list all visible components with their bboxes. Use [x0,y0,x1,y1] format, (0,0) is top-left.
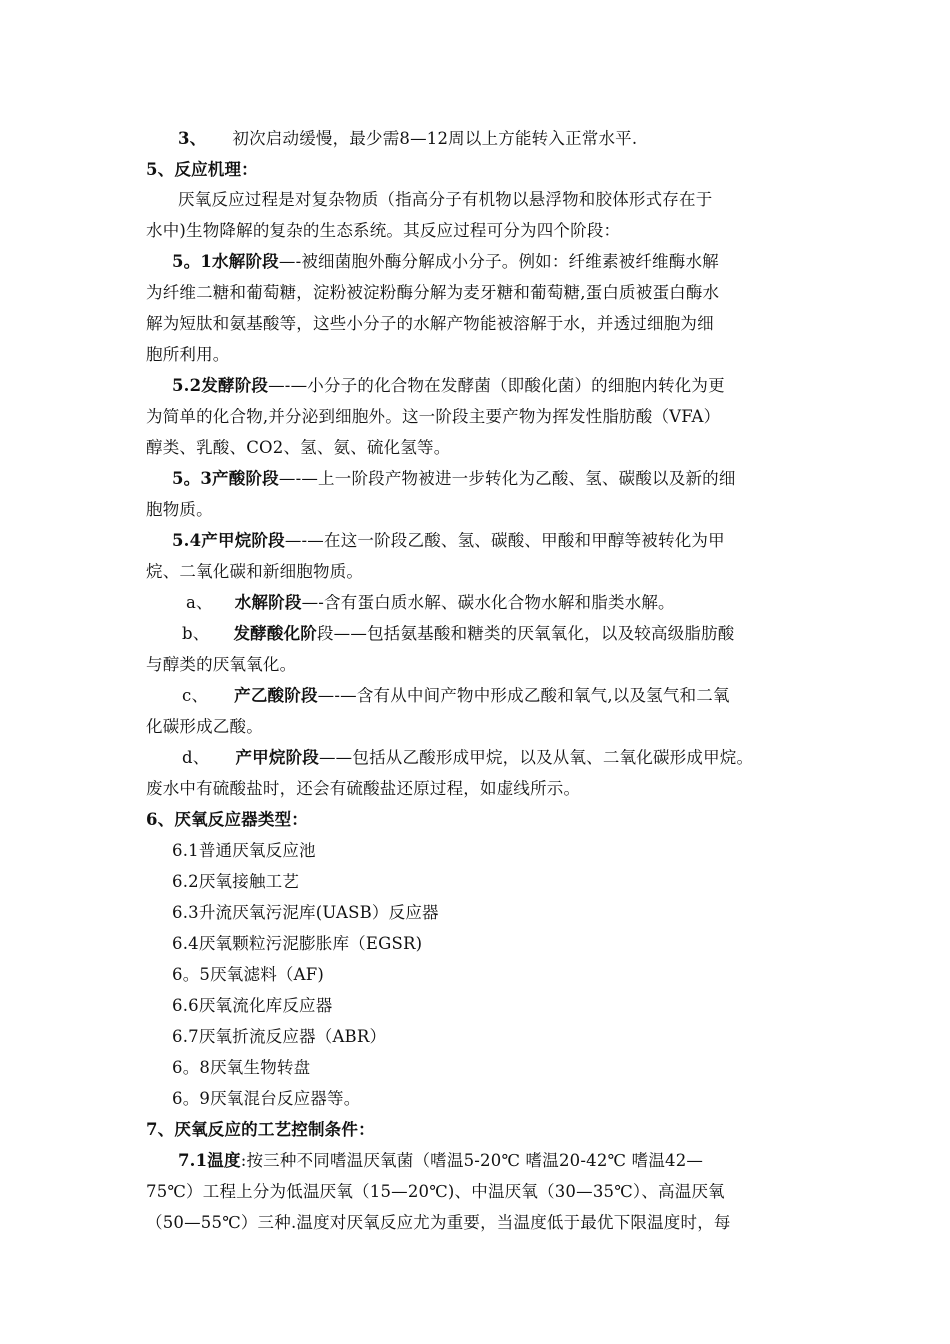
list-marker: 3、 [178,129,207,148]
subheading: 7.1温度 [178,1151,241,1170]
text-line: 醇类、乳酸、CO2、氢、氨、硫化氢等。 [146,438,451,457]
list-item: 6.6厌氧流化库反应器 [172,996,333,1015]
text-line: c、 产乙酸阶段—-—含有从中间产物中形成乙酸和氧气,以及氢气和二氧 [182,686,730,705]
text-line: 5.4产甲烷阶段—-—在这一阶段乙酸、氢、碳酸、甲酸和甲醇等被转化为甲 [172,531,725,550]
text-line: 5。3产酸阶段—-—上一阶段产物被进一步转化为乙酸、氢、碳酸以及新的细 [172,469,736,488]
subheading: 5。1水解阶段 [172,252,279,271]
section-heading-6: 6、厌氧反应器类型： [146,810,308,829]
subheading: 发酵酸化阶 [233,624,317,643]
text-line: （50—55℃）三种.温度对厌氧反应尤为重要，当温度低于最优下限温度时，每 [146,1213,731,1232]
list-item: 6.2厌氧接触工艺 [172,872,300,891]
list-marker: d、 [182,748,210,767]
text-line: 75℃）工程上分为低温厌氧（15—20℃)、中温厌氧（30—35℃）、高温厌氧 [146,1182,725,1201]
section-heading-7: 7、厌氧反应的工艺控制条件： [146,1120,375,1139]
text-line: 为纤维二糖和葡萄糖，淀粉被淀粉酶分解为麦牙糖和葡萄糖,蛋白质被蛋白酶水 [146,283,720,302]
list-item: 6.7厌氧折流反应器（ABR） [172,1027,387,1046]
line-text: 初次启动缓慢，最少需8—12周以上方能转入正常水平. [232,129,638,148]
text-line: 废水中有硫酸盐时，还会有硫酸盐还原过程，如虚线所示。 [146,779,581,798]
subheading: 5.2发酵阶段 [172,376,269,395]
list-item: 6。8厌氧生物转盘 [172,1058,311,1077]
text-line: 厌氧反应过程是对复杂物质（指高分子有机物以悬浮物和胶体形式存在于 [178,190,713,209]
list-item: 6.1普通厌氧反应池 [172,841,316,860]
list-item: 6.4厌氧颗粒污泥膨胀库（EGSR) [172,934,423,953]
subheading: 5.4产甲烷阶段 [172,531,285,550]
list-item: 6。5厌氧滤料（AF) [172,965,324,984]
text-line: 解为短肽和氨基酸等，这些小分子的水解产物能被溶解于水，并透过细胞为细 [146,314,714,333]
list-item: 6。9厌氧混台反应器等。 [172,1089,361,1108]
text-line: 化碳形成乙酸。 [146,717,263,736]
subheading: 产甲烷阶段 [235,748,319,767]
text-line: d、 产甲烷阶段——包括从乙酸形成甲烷，以及从氧、二氧化碳形成甲烷。 [182,748,754,767]
text-line: 为简单的化合物,并分泌到细胞外。这一阶段主要产物为挥发性脂肪酸（VFA） [146,407,721,426]
subheading: 5。3产酸阶段 [172,469,279,488]
text-line: 烷、二氧化碳和新细胞物质。 [146,562,364,581]
text-line: b、 发酵酸化阶段——包括氨基酸和糖类的厌氧氧化，以及较高级脂肪酸 [182,624,735,643]
text-line: 5。1水解阶段—-被细菌胞外酶分解成小分子。例如：纤维素被纤维酶水解 [172,252,719,271]
text-line: 水中)生物降解的复杂的生态系统。其反应过程可分为四个阶段： [146,221,621,240]
list-item: 6.3升流厌氧污泥库(UASB）反应器 [172,903,439,922]
text-line: 胞物质。 [146,500,213,519]
text-line [178,129,804,149]
subheading: 水解阶段 [234,593,302,612]
list-marker: a、 [186,593,213,612]
text-line: 5.2发酵阶段—-—小分子的化合物在发酵菌（即酸化菌）的细胞内转化为更 [172,376,725,395]
list-marker: b、 [182,624,210,643]
text-line: 胞所利用。 [146,345,230,364]
section-heading-5: 5、反应机理： [146,160,258,179]
text-line: 与醇类的厌氧氧化。 [146,655,297,674]
list-marker: c、 [182,686,209,705]
subheading: 产乙酸阶段 [234,686,318,705]
text-line: 7.1温度:按三种不同嗜温厌氧菌（嗜温5-20℃ 嗜温20-42℃ 嗜温42— [178,1151,704,1170]
text-line: a、 水解阶段—-含有蛋白质水解、碳水化合物水解和脂类水解。 [186,593,675,612]
